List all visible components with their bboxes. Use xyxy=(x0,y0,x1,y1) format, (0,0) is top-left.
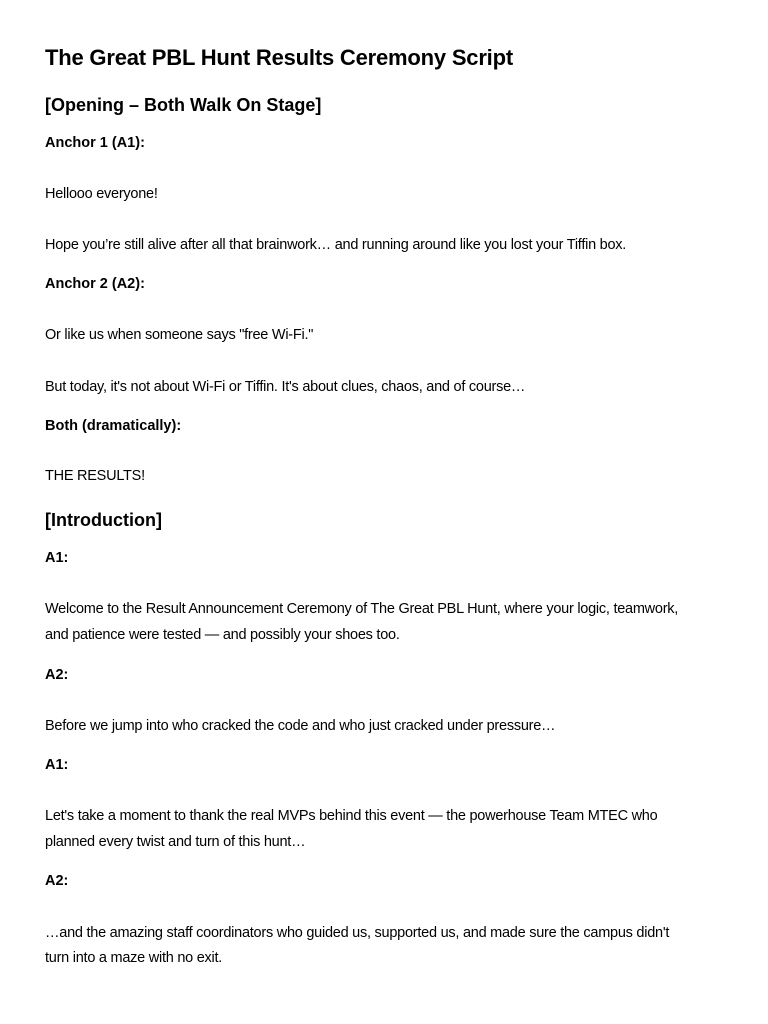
speaker-label: Anchor 2 (A2): xyxy=(45,276,145,292)
section-heading-opening: [Opening – Both Walk On Stage] xyxy=(45,95,322,115)
speaker-label: A1: xyxy=(45,550,69,566)
script-line: Hellooo everyone! xyxy=(45,186,158,202)
script-line: …and the amazing staff coordinators who guided us, supported us, and made sure the campus didn't xyxy=(45,925,670,941)
section-heading-introduction: [Introduction] xyxy=(45,510,162,530)
script-line: Before we jump into who cracked the code and who just cracked under pressure… xyxy=(45,718,556,734)
script-line: planned every twist and turn of this hunt… xyxy=(45,834,306,850)
speaker-label: Anchor 1 (A1): xyxy=(45,135,145,151)
script-line: Welcome to the Result Announcement Ceremony of The Great PBL Hunt, where your logic, teamwork, xyxy=(45,601,679,617)
speaker-label: A2: xyxy=(45,667,69,683)
script-line: turn into a maze with no exit. xyxy=(45,950,223,966)
speaker-label: A2: xyxy=(45,873,69,889)
speaker-label: Both (dramatically): xyxy=(45,418,182,434)
script-line: But today, it's not about Wi-Fi or Tiffin. It's about clues, chaos, and of course… xyxy=(45,379,526,395)
document-title: The Great PBL Hunt Results Ceremony Script xyxy=(45,45,513,70)
script-line: Hope you’re still alive after all that brainwork… and running around like you lost your Tiffin box. xyxy=(45,237,627,253)
speaker-label: A1: xyxy=(45,757,69,773)
script-line: Let's take a moment to thank the real MVPs behind this event — the powerhouse Team MTEC who xyxy=(45,808,658,824)
script-line: Or like us when someone says "free Wi-Fi." xyxy=(45,327,314,343)
script-line: and patience were tested — and possibly your shoes too. xyxy=(45,627,400,643)
script-line: THE RESULTS! xyxy=(45,468,145,484)
